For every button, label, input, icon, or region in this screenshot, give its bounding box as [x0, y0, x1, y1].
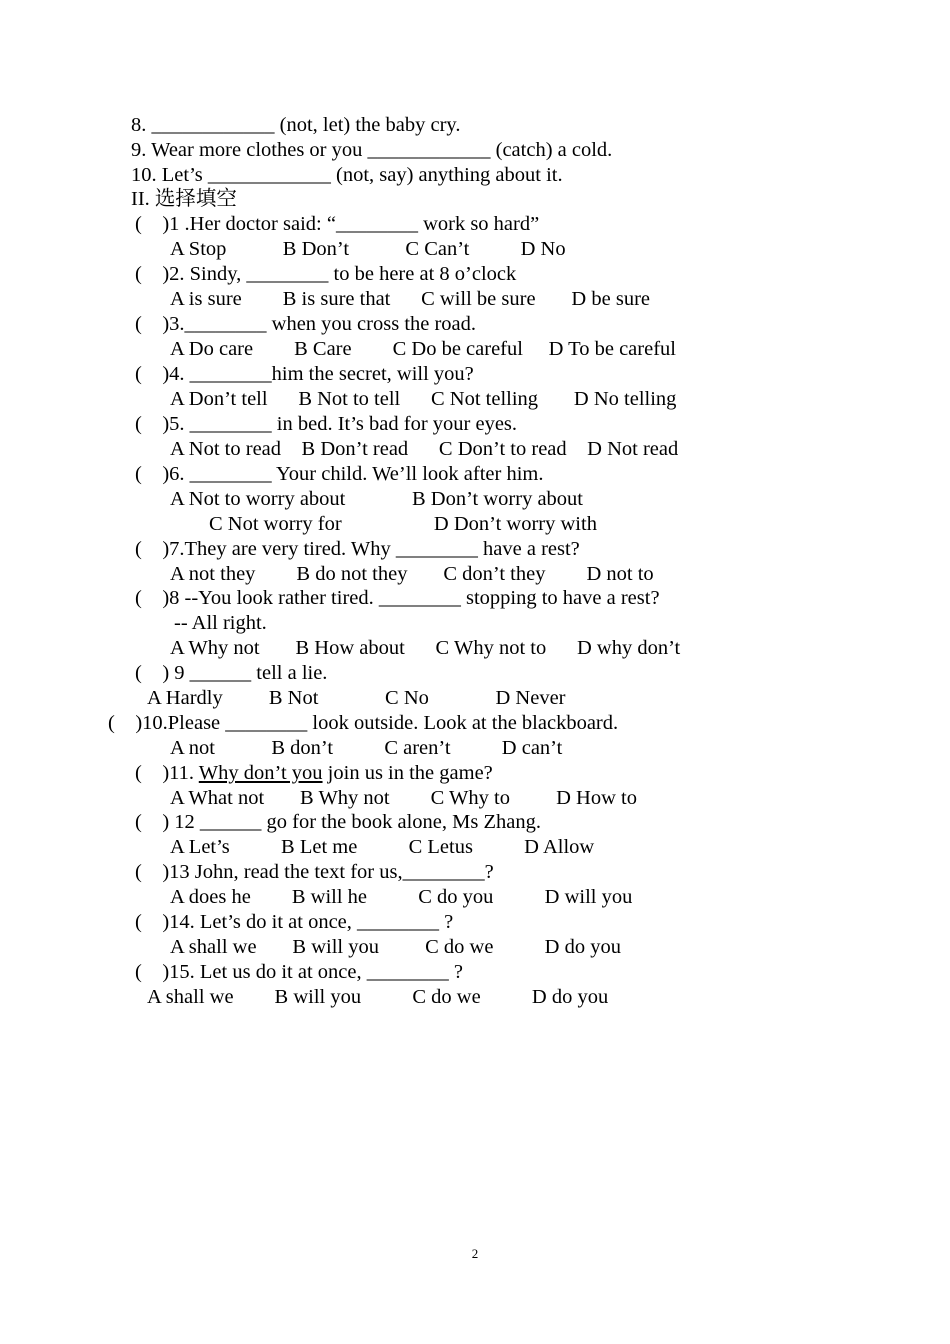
options-2: A is sure B is sure that C will be sure D be sure [170, 288, 650, 310]
question-12: ( ) 12 ______ go for the book alone, Ms Zhang. [135, 811, 541, 833]
question-1: ( )1 .Her doctor said: “________ work so hard” [135, 213, 540, 235]
question-11 [135, 761, 493, 785]
options-11: A What not B Why not C Why to D How to [170, 787, 637, 809]
question-11-suffix: join us in the game? [322, 762, 493, 784]
question-3: ( )3.________ when you cross the road. [135, 313, 477, 335]
options-4: A Don’t tell B Not to tell C Not telling D No telling [170, 388, 677, 410]
question-9: ( ) 9 ______ tell a lie. [135, 662, 328, 684]
options-6-row-1: A Not to worry about B Don’t worry about [170, 488, 584, 510]
line-fill-9: 9. Wear more clothes or you ____________ (catch) a cold. [131, 139, 613, 161]
line-fill-8: 8. ____________ (not, let) the baby cry. [131, 114, 461, 136]
question-13: ( )13 John, read the text for us,________? [135, 861, 494, 883]
options-14: A shall we B will you C do we D do you [170, 936, 621, 958]
options-5: A Not to read B Don’t read C Don’t to read D Not read [170, 438, 679, 460]
options-8: A Why not B How about C Why not to D why don’t [170, 637, 681, 659]
page-number: 2 [471, 1246, 479, 1261]
question-7: ( )7.They are very tired. Why ________ have a rest? [135, 538, 580, 560]
question-4: ( )4. ________him the secret, will you? [135, 363, 474, 385]
question-10: ( )10.Please ________ look outside. Look at the blackboard. [108, 712, 619, 734]
options-3: A Do care B Care C Do be careful D To be careful [170, 338, 676, 360]
options-7: A not they B do not they C don’t they D not to [170, 563, 654, 585]
options-9: A Hardly B Not C No D Never [147, 687, 566, 709]
question-15: ( )15. Let us do it at once, ________ ? [135, 961, 463, 983]
options-1: A Stop B Don’t C Can’t D No [170, 238, 566, 260]
options-15: A shall we B will you C do we D do you [147, 986, 609, 1008]
section-heading: II. 选择填空 [131, 188, 237, 210]
question-2: ( )2. Sindy, ________ to be here at 8 o’clock [135, 263, 517, 285]
line-fill-10: 10. Let’s ____________ (not, say) anything about it. [131, 164, 563, 186]
question-8: ( )8 --You look rather tired. ________ stopping to have a rest? [135, 587, 660, 609]
question-8-reply: -- All right. [174, 612, 267, 634]
question-5: ( )5. ________ in bed. It’s bad for your eyes. [135, 413, 518, 435]
question-14: ( )14. Let’s do it at once, ________ ? [135, 911, 454, 933]
options-10: A not B don’t C aren’t D can’t [170, 737, 563, 759]
options-12: A Let’s B Let me C Letus D Allow [170, 836, 595, 858]
options-6-row-2: C Not worry for D Don’t worry with [209, 513, 597, 535]
options-13: A does he B will he C do you D will you [170, 886, 633, 908]
question-11-prefix: ( )11. [135, 762, 199, 784]
question-6: ( )6. ________ Your child. We’ll look after him. [135, 463, 544, 485]
question-11-underlined: Why don’t you [198, 762, 323, 784]
